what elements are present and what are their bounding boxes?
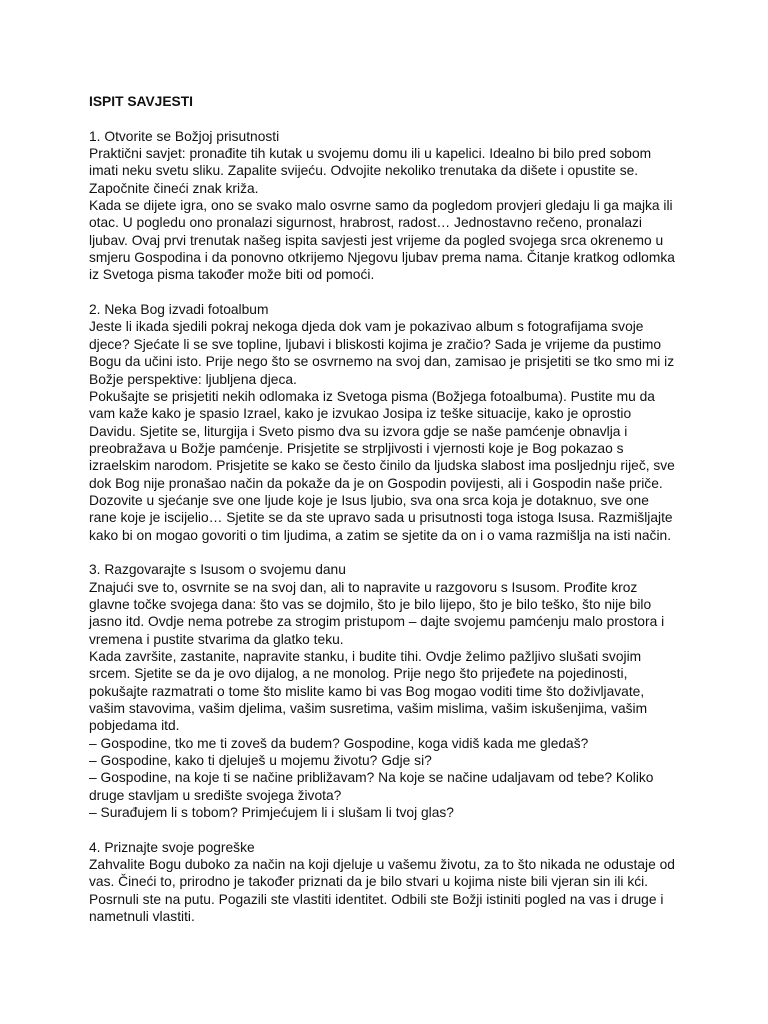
sections-container xyxy=(89,128,689,926)
paragraph-line: djece? Sjećate li se sve topline, ljubavi i bliskosti kojima je zračio? Sada je vrijeme da pustimo xyxy=(89,336,662,352)
paragraph-line: rane koje je iscijelio… Sjetite se da ste upravo sada u prisutnosti toga istoga Isusa. Razmišljajte xyxy=(89,510,673,526)
paragraph-line: Započnite čineći znak križa. xyxy=(89,180,259,196)
paragraph-line: ljubav. Ovaj prvi trenutak našeg ispita savjesti jest vrijeme da pogled svojega srca okrenemo u xyxy=(89,232,664,248)
paragraph-line: vam kaže kako je spasio Izrael, kako je izvukao Josipa iz teške situacije, kako je oprostio xyxy=(89,406,632,422)
paragraph-line: Kada završite, zastanite, napravite stanku, i budite tihi. Ovdje želimo pažljivo slušati svojim xyxy=(89,649,642,664)
paragraph-line: izraelskim narodom. Prisjetite se kako se često činilo da ljudska slabost ima posljednju riječ, sve xyxy=(89,458,675,474)
paragraph-line: vremena i pustite stvarima da glatko teku. xyxy=(89,631,344,647)
paragraph-line: otac. U pogledu ono pronalazi sigurnost, hrabrost, radost… Jednostavno rečeno, pronalazi xyxy=(89,215,642,231)
paragraph-line: jasno itd. Ovdje nema potrebe za strogim pristupom – dajte svojemu pamćenju malo prostora i xyxy=(89,614,665,630)
document-title: ISPIT SAVJESTI xyxy=(89,94,194,109)
paragraph-line: Božje perspektive: ljubljena djeca. xyxy=(89,371,297,387)
paragraph-line: vas. Čineći to, prirodno je također priznati da je bilo stvari u kojima niste bili vjeran sin ili kći. xyxy=(89,874,649,890)
paragraph-line: – Gospodine, tko me ti zoveš da budem? Gospodine, koga vidiš kada me gledaš? xyxy=(89,735,589,751)
paragraph-line: Davidu. Sjetite se, liturgija i Sveto pismo dva su izvora gdje se naše pamćenje obnavlja i xyxy=(89,423,628,439)
paragraph-line: smjeru Gospodina i da ponovno otkrijemo Njegovu ljubav prema nama. Čitanje kratkog odlomka xyxy=(89,250,675,266)
paragraph-line: srcem. Sjetite se da je ovo dijalog, a ne monolog. Prije nego što prijeđete na pojedinosti, xyxy=(89,666,628,682)
section-2 xyxy=(89,301,689,544)
section-heading: 3. Razgovarajte s Isusom o svojemu danu xyxy=(89,562,346,578)
paragraph-line: Jeste li ikada sjedili pokraj nekoga djeda dok vam je pokazivao album s fotografijama svoje xyxy=(89,319,644,335)
paragraph-line: Pokušajte se prisjetiti nekih odlomaka iz Svetoga pisma (Božjega fotoalbuma). Pustite mu da xyxy=(89,388,655,404)
paragraph-line: – Surađujem li s tobom? Primjećujem li i slušam li tvoj glas? xyxy=(89,805,454,821)
paragraph-line: glavne točke svojega dana: što vas se dojmilo, što je bilo lijepo, što je bilo teško, što nije bilo xyxy=(89,596,652,612)
paragraph-line: imati neku svetu sliku. Zapalite svijeću. Odvojite nekoliko trenutaka da dišete i opustite se. xyxy=(89,163,639,179)
paragraph-line: Kada se dijete igra, ono se svako malo osvrne samo da pogledom provjeri gledaju li ga majka ili xyxy=(89,198,673,214)
paragraph-line: – Gospodine, na koje ti se načine približavam? Na koje se načine udaljavam od tebe? Koliko xyxy=(89,770,654,786)
section-1 xyxy=(89,128,689,284)
paragraph-line: pokušajte razmatrati o tome što mislite kamo bi vas Bog mogao voditi time što doživljavate, xyxy=(89,683,645,699)
paragraph-line: kako bi on mogao govoriti o tim ljudima, a zatim se sjetite da on i o vama razmišlja na isti način. xyxy=(89,527,672,543)
paragraph-line: Zahvalite Bogu duboko za način na koji djeluje u vašemu životu, za to što nikada ne odustaje od xyxy=(89,857,675,873)
paragraph-line: iz Svetoga pisma također može biti od pomoći. xyxy=(89,267,375,283)
paragraph-line: Praktični savjet: pronađite tih kutak u svojemu domu ili u kapelici. Idealno bi bilo pred sobom xyxy=(89,146,652,162)
paragraph-line: Znajući sve to, osvrnite se na svoj dan, ali to napravite u razgovoru s Isusom. Prođite kroz xyxy=(89,579,638,595)
paragraph-line: Posrnuli ste na putu. Pogazili ste vlastiti identitet. Odbili ste Božji istiniti pogled na vas i druge i xyxy=(89,891,664,907)
paragraph-line: vašim stavovima, vašim djelima, vašim susretima, vašim mislima, vašim iskušenjima, vašim xyxy=(89,701,648,717)
section-4 xyxy=(89,839,689,926)
paragraph-line: Bogu da učini isto. Prije nego što se osvrnemo na svoj dan, zamisao je prisjetiti se tko smo mi iz xyxy=(89,354,675,370)
section-3 xyxy=(89,561,689,821)
section-heading: 2. Neka Bog izvadi fotoalbum xyxy=(89,302,269,318)
document-body xyxy=(89,93,689,943)
paragraph-line: nametnuli vlastiti. xyxy=(89,909,195,925)
paragraph-line: Dozovite u sjećanje sve one ljude koje je Isus ljubio, sva ona srca koja je dotaknuo, sve one xyxy=(89,492,649,508)
paragraph-line: – Gospodine, kako ti djeluješ u mojemu životu? Gdje si? xyxy=(89,753,432,769)
section-heading: 4. Priznajte svoje pogreške xyxy=(89,839,255,855)
paragraph-line: druge stavljam u središte svojega života? xyxy=(89,787,342,803)
paragraph-line: dok Bog nije pronašao način da pokaže da je on Gospodin povijesti, ali i Gospodin naše priče. xyxy=(89,475,663,491)
paragraph-line: pobjedama itd. xyxy=(89,718,180,734)
section-heading: 1. Otvorite se Božjoj prisutnosti xyxy=(89,128,280,144)
paragraph-line: preobražava u Božje pamćenje. Prisjetite se strpljivosti i vjernosti koje je Bog pokazao s xyxy=(89,440,624,456)
